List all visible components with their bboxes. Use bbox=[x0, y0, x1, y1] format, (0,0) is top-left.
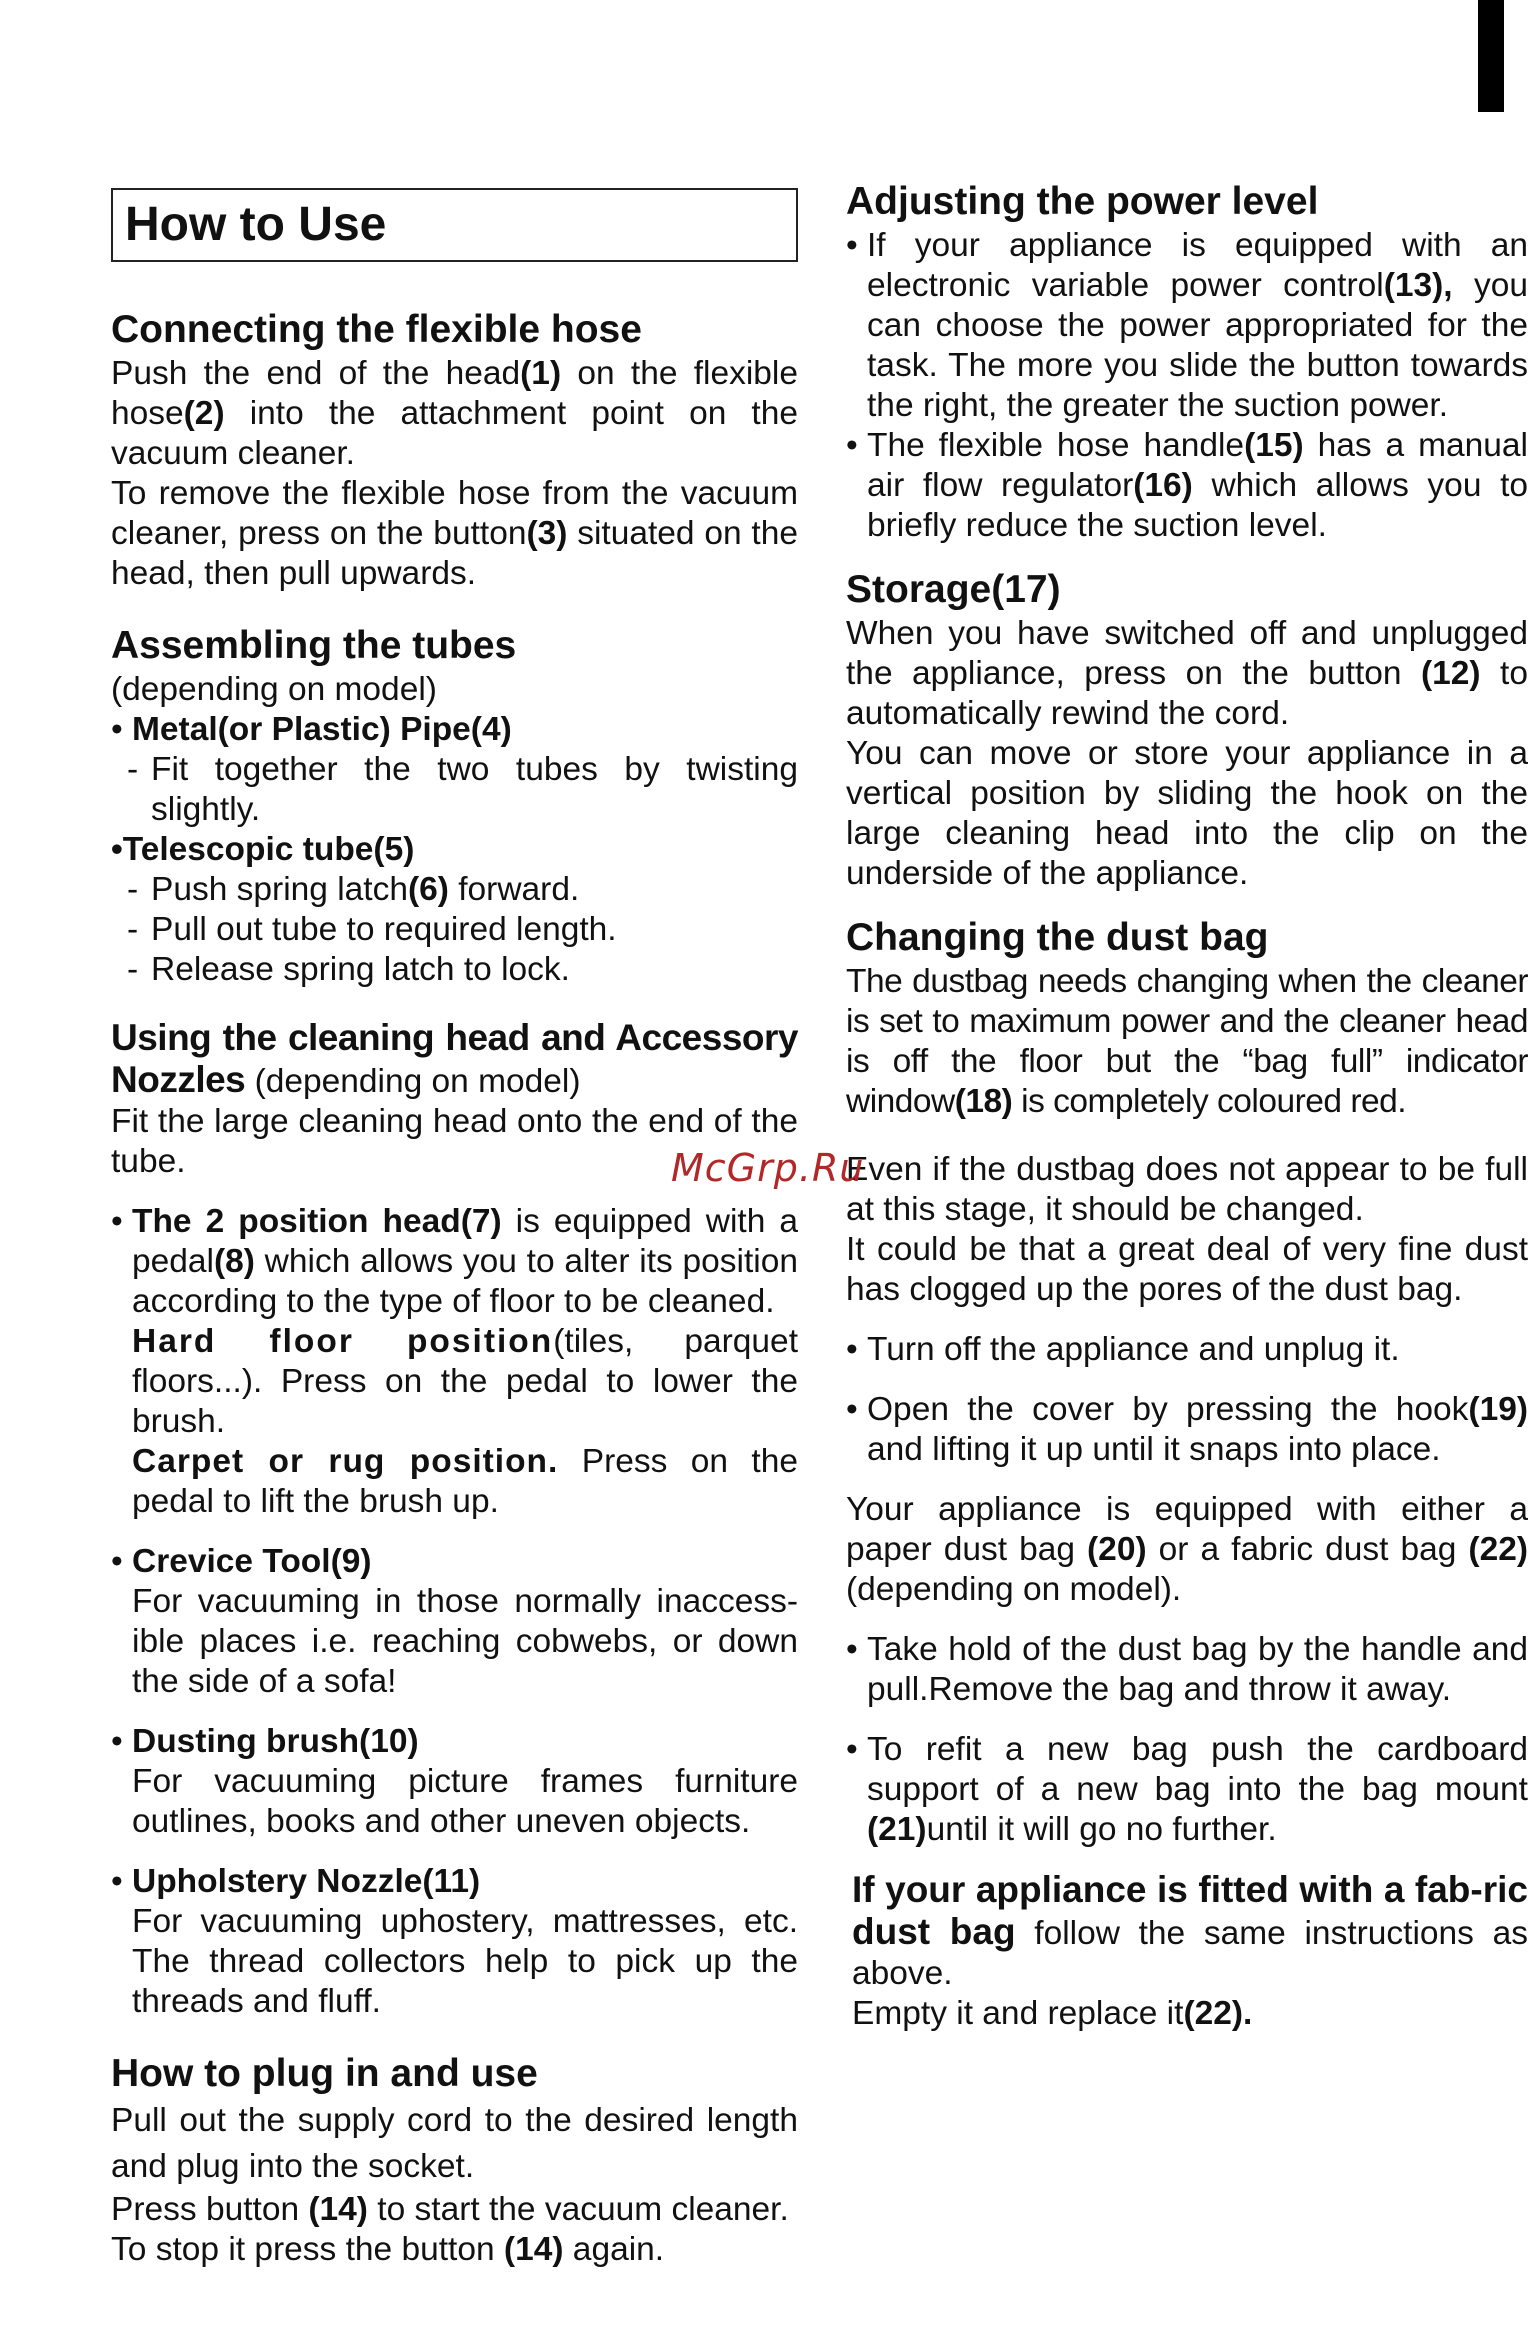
storage-position-text: You can move or store your appliance in a vertical position by sliding the hook on the large cleaning head into the clip on the underside of the appliance. bbox=[846, 735, 1528, 892]
hard-floor-text: Hard floor position(tiles, parquet floors...). Press on the pedal to lower the brush. bbox=[132, 1323, 798, 1440]
metal-pipe-step: - Fit together the two tubes by twisting slightly. bbox=[127, 751, 798, 828]
dust-bag-full-text: Even if the dustbag does not appear to be full at this stage, it should be changed. bbox=[846, 1151, 1528, 1228]
dust-bag-when-text: The dustbag needs changing when the cleaner is set to maximum power and the cleaner head is off the floor but the “bag full” indicator window(18) is completely coloured red. bbox=[846, 963, 1528, 1120]
hose-handle-item: • The flexible hose handle(15) has a manual air flow regulator(16) which allows you to briefly reduce the suction level. bbox=[846, 426, 1528, 546]
crevice-tool-item: • Crevice Tool(9) bbox=[111, 1542, 798, 1582]
two-position-head-item: • The 2 position head(7) is equipped with a pedal(8) which allows you to alter its position according to the type of floor to be cleaned. bbox=[111, 1202, 798, 1322]
plug-in-text: Pull out the supply cord to the desired length and plug into the socket. bbox=[111, 2102, 798, 2185]
assembling-tubes-heading: Assembling the tubes bbox=[111, 624, 517, 667]
nozzles-heading: Using the cleaning head and Accessory Nozzles (depending on model) bbox=[111, 1017, 798, 1100]
refit-bag-item: • To refit a new bag push the cardboard support of a new bag into the bag mount (21)until it will go no further. bbox=[846, 1730, 1528, 1850]
assembling-tubes-note: (depending on model) bbox=[111, 671, 437, 708]
crevice-tool-text: For vacuuming in those normally inaccess-ible places i.e. reaching cobwebs, or down the side of a sofa! bbox=[132, 1583, 798, 1700]
telescopic-step-3: - Release spring latch to lock. bbox=[127, 951, 570, 988]
telescopic-tube-item: •Telescopic tube(5) bbox=[111, 831, 415, 868]
upholstery-nozzle-text: For vacuuming uphostery, mattresses, etc. The thread collectors help to pick up the threads and fluff. bbox=[132, 1903, 798, 2020]
stop-text: To stop it press the button (14) again. bbox=[111, 2231, 665, 2268]
remove-bag-item: • Take hold of the dust bag by the handle and pull.Remove the bag and throw it away. bbox=[846, 1630, 1528, 1710]
page-edge-tab bbox=[1478, 0, 1504, 112]
dusting-brush-text: For vacuuming picture frames furniture outlines, books and other uneven objects. bbox=[132, 1763, 798, 1840]
connecting-hose-text: Push the end of the head(1) on the flexible hose(2) into the attachment point on the vacuum cleaner. bbox=[111, 355, 798, 472]
power-control-item: • If your appliance is equipped with an electronic variable power control(13), you can choose the power appropriated for the task. The more you slide the button towards the right, the greater the suction power. bbox=[846, 226, 1528, 426]
open-cover-item: • Open the cover by pressing the hook(19) and lifting it up until it snaps into place. bbox=[846, 1390, 1528, 1470]
nozzles-intro: Fit the large cleaning head onto the end of the tube. bbox=[111, 1103, 798, 1180]
upholstery-nozzle-item: • Upholstery Nozzle(11) bbox=[111, 1862, 798, 1902]
remove-hose-text: To remove the flexible hose from the vacuum cleaner, press on the button(3) situated on the head, then pull upwards. bbox=[111, 475, 798, 592]
storage-heading: Storage(17) bbox=[846, 568, 1061, 611]
fabric-bag-text: If your appliance is fitted with a fab-ric dust bag follow the same instructions as above. bbox=[852, 1869, 1528, 1992]
telescopic-step-2: - Pull out tube to required length. bbox=[127, 911, 617, 948]
bag-type-text: Your appliance is equipped with either a paper dust bag (20) or a fabric dust bag (22)(depending on model). bbox=[846, 1491, 1528, 1608]
empty-replace-text: Empty it and replace it(22). bbox=[852, 1995, 1253, 2032]
dust-bag-heading: Changing the dust bag bbox=[846, 916, 1269, 959]
left-column bbox=[111, 180, 798, 2270]
page-title: How to Use bbox=[125, 198, 387, 251]
power-level-heading: Adjusting the power level bbox=[846, 180, 1319, 223]
watermark: McGrp.Ru bbox=[671, 1146, 865, 1190]
plug-in-heading: How to plug in and use bbox=[111, 2052, 538, 2095]
connecting-hose-heading: Connecting the flexible hose bbox=[111, 308, 642, 351]
unplug-item: • Turn off the appliance and unplug it. bbox=[846, 1330, 1528, 1370]
metal-pipe-item: • Metal(or Plastic) Pipe(4) bbox=[111, 710, 798, 750]
storage-rewind-text: When you have switched off and unplugged the appliance, press on the button (12) to automatically rewind the cord. bbox=[846, 615, 1528, 732]
carpet-text: Carpet or rug position. Press on the pedal to lift the brush up. bbox=[132, 1443, 799, 1520]
telescopic-step-1: - Push spring latch(6) forward. bbox=[127, 871, 580, 908]
dust-bag-pores-text: It could be that a great deal of very fine dust has clogged up the pores of the dust bag. bbox=[846, 1231, 1528, 1308]
start-text: Press button (14) to start the vacuum cleaner. bbox=[111, 2191, 789, 2228]
dusting-brush-item: • Dusting brush(10) bbox=[111, 1722, 798, 1762]
right-column bbox=[846, 178, 1528, 2034]
page-title-box bbox=[111, 188, 798, 262]
